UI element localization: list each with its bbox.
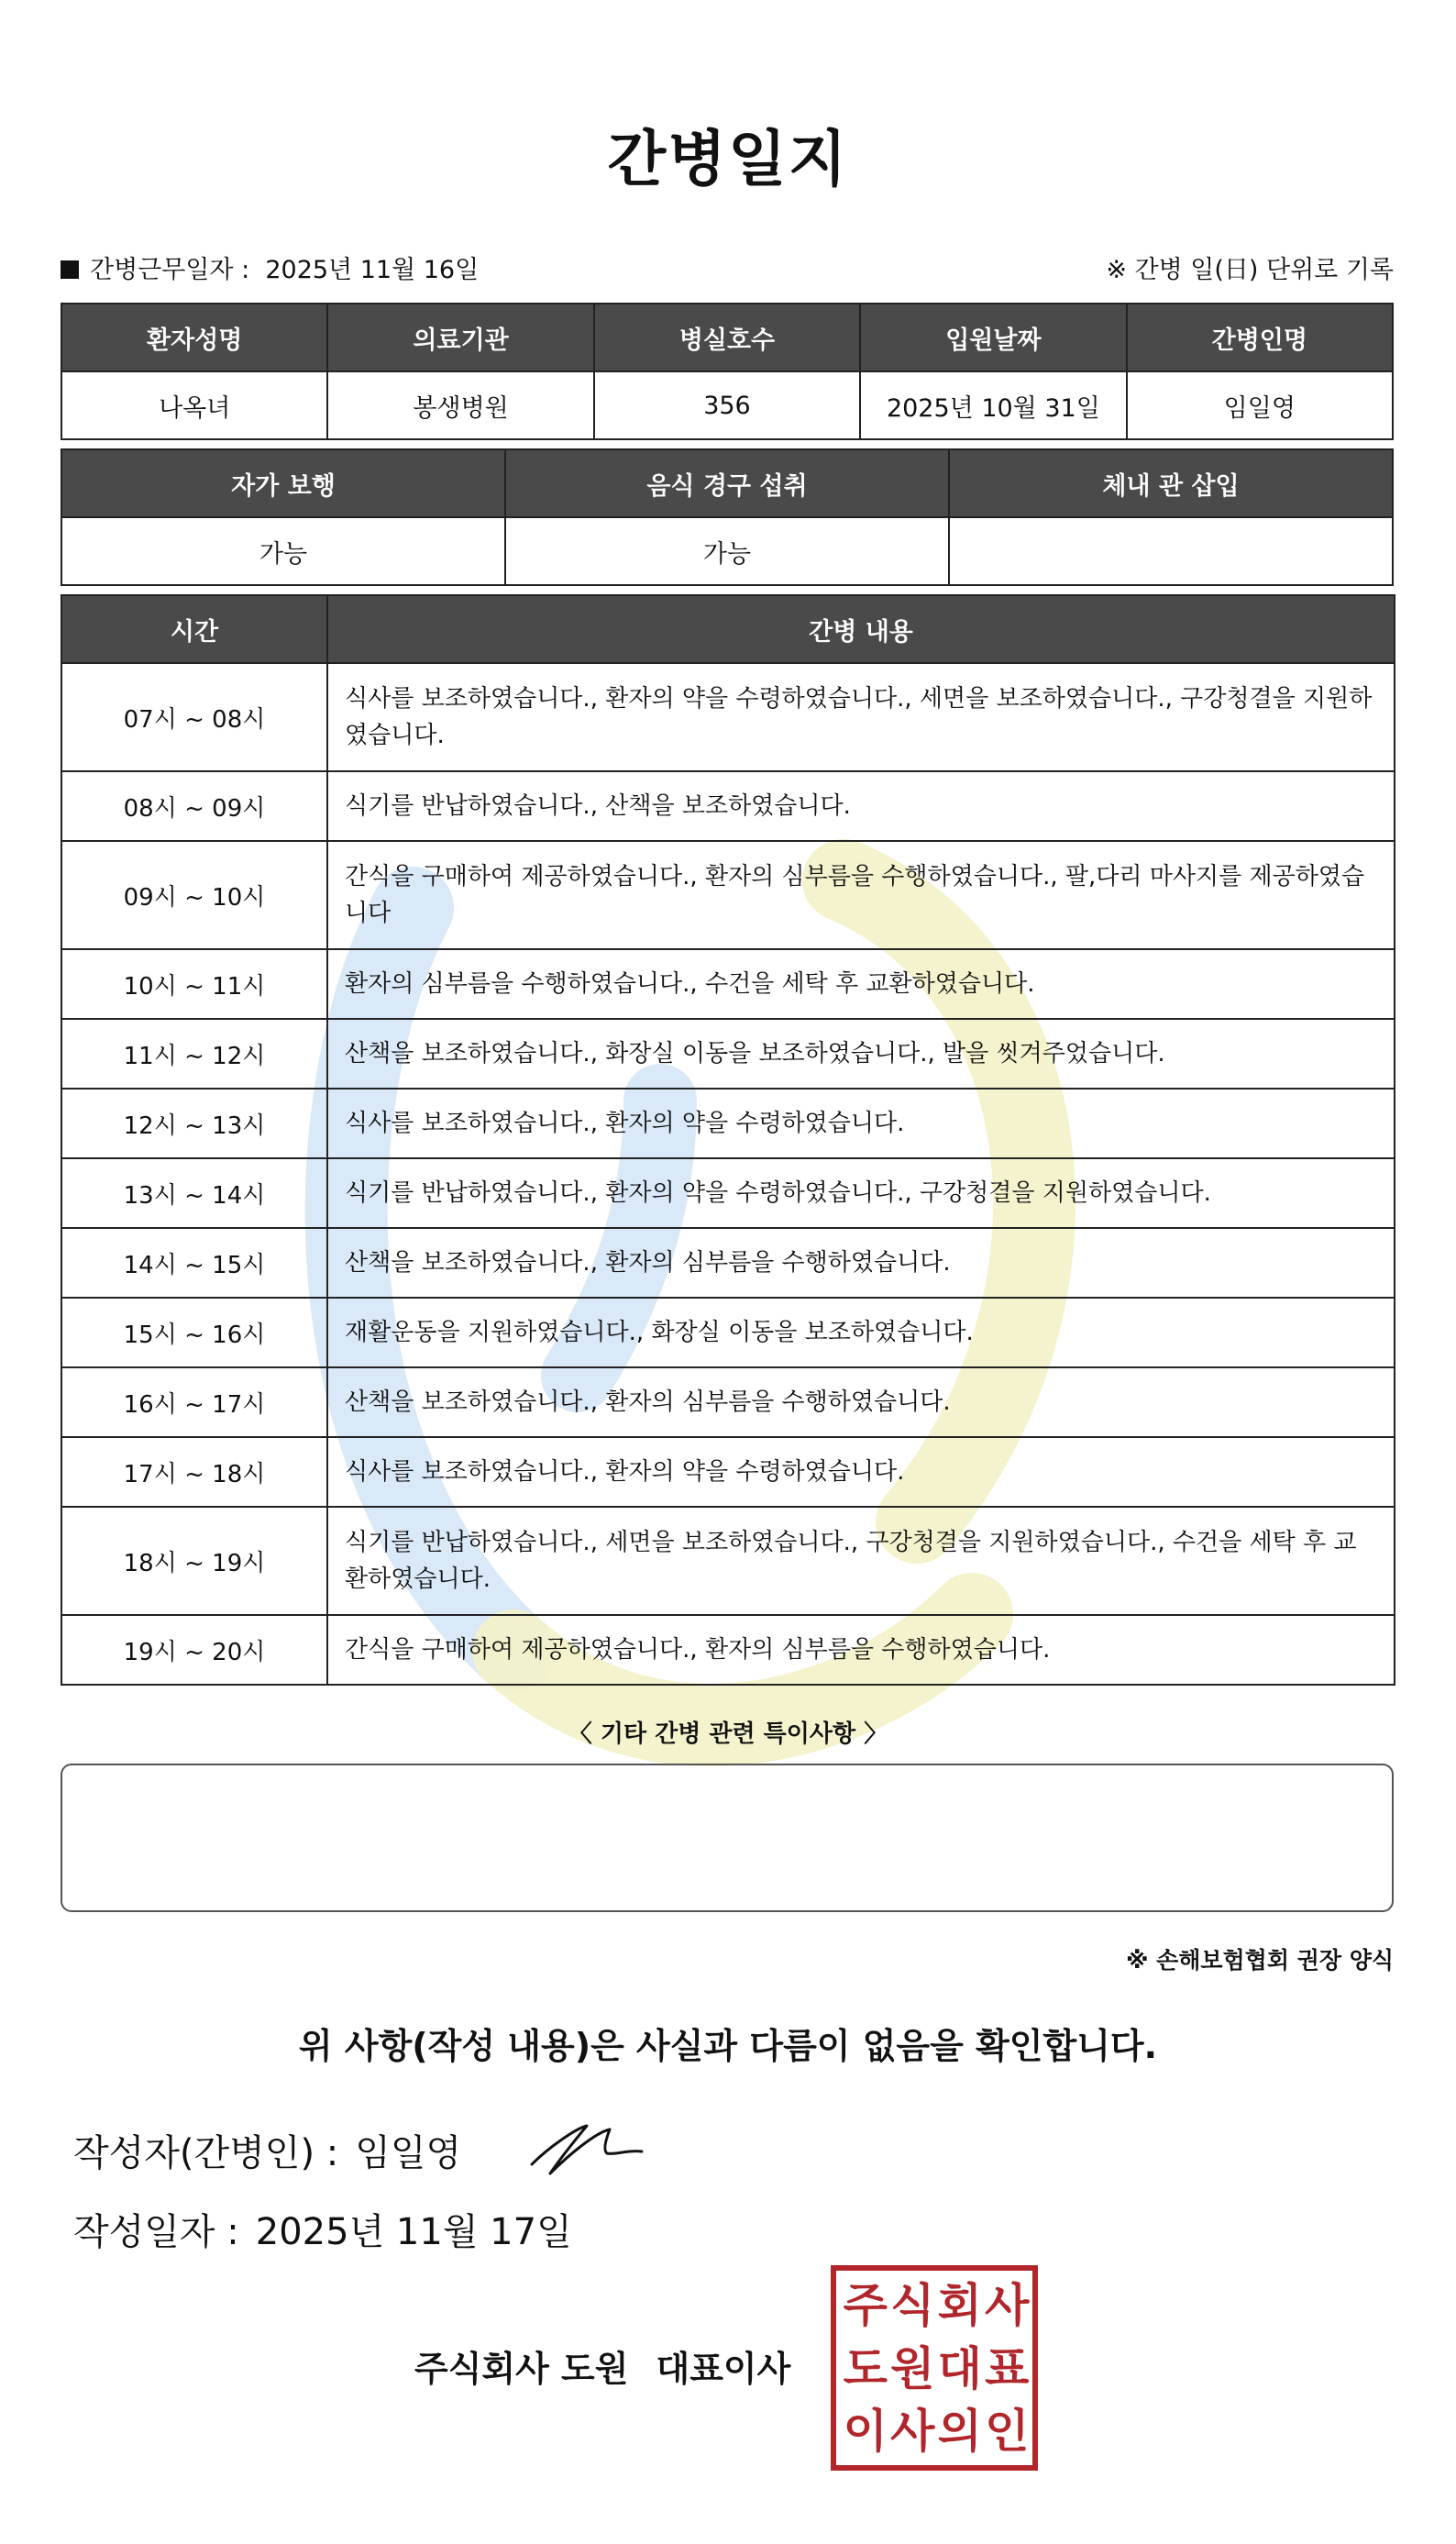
- log-content: 식사를 보조하였습니다., 환자의 약을 수령하였습니다.: [327, 1089, 1395, 1158]
- hospital: 봉생병원: [327, 371, 593, 439]
- meta-row: [61, 249, 1394, 286]
- header-self-walking: 자가 보행: [61, 449, 505, 517]
- company-seal-stamp: [831, 2265, 1038, 2471]
- seal-char: 도: [843, 2340, 888, 2395]
- log-time: 17시 ~ 18시: [61, 1437, 327, 1507]
- seal-char: 식: [890, 2278, 935, 2332]
- log-content: 식사를 보조하였습니다., 환자의 약을 수령하였습니다., 세면을 보조하였습니다., 구강청결을 지원하였습니다.: [327, 663, 1395, 771]
- log-content: 재활운동을 지원하였습니다., 화장실 이동을 보조하였습니다.: [327, 1298, 1395, 1367]
- header-time: 시간: [61, 595, 327, 663]
- log-time: 15시 ~ 16시: [61, 1298, 327, 1367]
- writer-line: [73, 2124, 461, 2176]
- company-name: 주식회사 도원: [414, 2349, 629, 2389]
- tube-insertion-value: [949, 517, 1393, 585]
- log-time: 11시 ~ 12시: [61, 1019, 327, 1089]
- extra-notes-box[interactable]: [61, 1764, 1394, 1912]
- log-content: 식기를 반납하였습니다., 산책을 보조하였습니다.: [327, 771, 1395, 841]
- log-time: 19시 ~ 20시: [61, 1615, 327, 1685]
- recommended-form-note: ※ 손해보험협회 권장 양식: [1126, 1947, 1394, 1974]
- room-number: 356: [594, 371, 860, 439]
- written-date-line: [73, 2203, 572, 2255]
- confirmation-statement: 위 사항(작성 내용)은 사실과 다름이 없음을 확인합니다.: [298, 2026, 1158, 2066]
- log-content: 산책을 보조하였습니다., 환자의 심부름을 수행하였습니다.: [327, 1367, 1395, 1437]
- extra-notes-title: 〈 기타 간병 관련 특이사항 〉: [568, 1720, 888, 1748]
- company-signature-line: [414, 2340, 790, 2391]
- seal-char: 표: [985, 2340, 1030, 2395]
- log-content: 산책을 보조하였습니다., 화장실 이동을 보조하였습니다., 발을 씻겨주었습니다.: [327, 1019, 1395, 1089]
- handwritten-signature-icon: [523, 2109, 660, 2183]
- seal-characters: [842, 2274, 1031, 2463]
- log-content: 식사를 보조하였습니다., 환자의 약을 수령하였습니다.: [327, 1437, 1395, 1507]
- seal-char: 이: [843, 2404, 888, 2459]
- patient-name: 나옥녀: [61, 371, 327, 439]
- log-time: 07시 ~ 08시: [61, 663, 327, 771]
- written-date-label: 작성일자 :: [73, 2211, 239, 2253]
- writer-label: 작성자(간병인) :: [73, 2132, 339, 2174]
- seal-char: 사: [890, 2404, 935, 2459]
- log-content: 산책을 보조하였습니다., 환자의 심부름을 수행하였습니다.: [327, 1228, 1395, 1298]
- patient-info-table: [61, 303, 1394, 440]
- log-time: 18시 ~ 19시: [61, 1507, 327, 1615]
- log-time: 08시 ~ 09시: [61, 771, 327, 841]
- admission-date: 2025년 10월 31일: [860, 371, 1126, 439]
- log-content: 간식을 구매하여 제공하였습니다., 환자의 심부름을 수행하였습니다., 팔,다리 마사지를 제공하였습니다: [327, 841, 1395, 949]
- log-content: 환자의 심부름을 수행하였습니다., 수건을 세탁 후 교환하였습니다.: [327, 949, 1395, 1019]
- log-time: 13시 ~ 14시: [61, 1158, 327, 1228]
- log-time: 10시 ~ 11시: [61, 949, 327, 1019]
- seal-char: 원: [890, 2340, 935, 2395]
- unit-note: ※ 간병 일(日) 단위로 기록: [1106, 256, 1394, 284]
- oral-intake-value: 가능: [505, 517, 949, 585]
- seal-char: 인: [985, 2404, 1030, 2459]
- self-walking-value: 가능: [61, 517, 505, 585]
- log-content: 식기를 반납하였습니다., 환자의 약을 수령하였습니다., 구강청결을 지원하였습니다.: [327, 1158, 1395, 1228]
- header-tube-insertion: 체내 관 삽입: [949, 449, 1393, 517]
- log-time: 16시 ~ 17시: [61, 1367, 327, 1437]
- log-time: 12시 ~ 13시: [61, 1089, 327, 1158]
- seal-char: 의: [937, 2404, 982, 2459]
- header-patient-name: 환자성명: [61, 304, 327, 371]
- header-admission-date: 입원날짜: [860, 304, 1126, 371]
- seal-char: 주: [843, 2278, 888, 2332]
- seal-char: 회: [937, 2278, 982, 2332]
- writer-name: 임일영: [355, 2132, 462, 2174]
- seal-char: 사: [985, 2278, 1030, 2332]
- seal-char: 대: [937, 2340, 982, 2395]
- header-hospital: 의료기관: [327, 304, 593, 371]
- caregiver-name: 임일영: [1127, 371, 1393, 439]
- log-time: 14시 ~ 15시: [61, 1228, 327, 1298]
- header-caregiver-name: 간병인명: [1127, 304, 1393, 371]
- company-role: 대표이사: [656, 2349, 791, 2389]
- log-time: 09시 ~ 10시: [61, 841, 327, 949]
- log-content: 식기를 반납하였습니다., 세면을 보조하였습니다., 구강청결을 지원하였습니다., 수건을 세탁 후 교환하였습니다.: [327, 1507, 1395, 1615]
- work-date-label: 간병근무일자 :: [90, 256, 250, 284]
- care-log-table: [61, 594, 1395, 1686]
- work-date: [61, 249, 479, 285]
- header-oral-intake: 음식 경구 섭취: [505, 449, 949, 517]
- square-bullet-icon: [61, 260, 79, 279]
- patient-status-table: [61, 448, 1394, 586]
- header-care-content: 간병 내용: [327, 595, 1395, 663]
- work-date-value: 2025년 11월 16일: [265, 256, 480, 284]
- written-date: 2025년 11월 17일: [255, 2211, 572, 2253]
- log-content: 간식을 구매하여 제공하였습니다., 환자의 심부름을 수행하였습니다.: [327, 1615, 1395, 1685]
- header-room: 병실호수: [594, 304, 860, 371]
- document-title: 간병일지: [607, 124, 849, 194]
